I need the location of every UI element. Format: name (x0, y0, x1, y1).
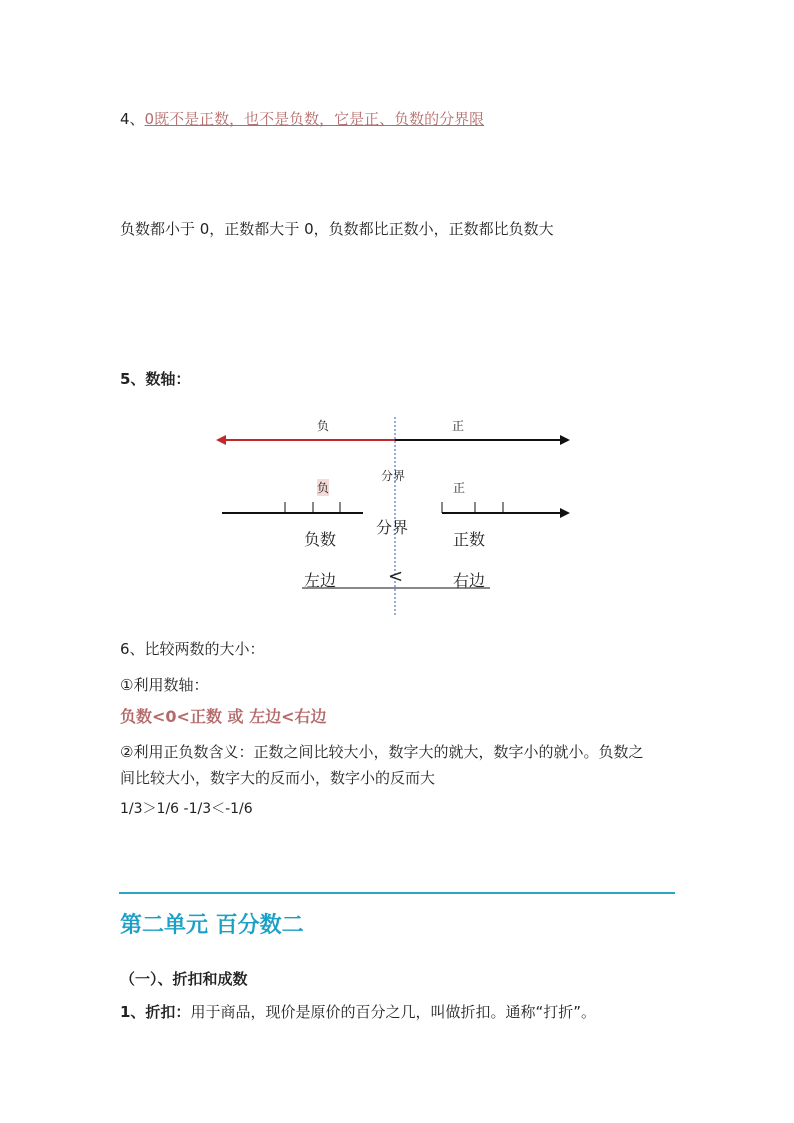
positive-word: 正数 (453, 530, 486, 549)
item1-label: 1、折扣： (120, 1003, 191, 1021)
unit2-item1 (120, 1001, 596, 1022)
item4-line (120, 108, 484, 129)
number-line-svg (200, 405, 600, 620)
item4-prefix: 4、 (120, 110, 145, 128)
item5-label: 5、数轴： (120, 370, 191, 388)
unit2-subheading: （一）、折扣和成数 (120, 970, 248, 988)
top-pos-label: 正 (452, 419, 465, 433)
bottom-neg-small: 负 (317, 481, 330, 495)
comparison-examples: 1/3＞1/6 -1/3＜-1/6 (120, 801, 253, 817)
section-divider (119, 892, 675, 894)
negative-word: 负数 (304, 530, 337, 549)
item1-text: 用于商品，现价是原价的百分之几，叫做折扣。通称“打折”。 (190, 1003, 596, 1021)
less-than-sign: < (388, 566, 404, 587)
method2-line1: ②利用正负数含义：正数之间比较大小，数字大的就大，数字小的就小。负数之 (120, 743, 644, 761)
method1: ①利用数轴： (120, 676, 209, 694)
method2-line2: 间比较大小，数字大的反而小，数字小的反而大 (120, 769, 436, 787)
right-arrowhead (560, 435, 570, 445)
compare-rule: 负数<0<正数 或 左边<右边 (120, 707, 327, 726)
left-word: 左边 (304, 571, 337, 590)
item6-label: 6、比较两数的大小： (120, 640, 265, 658)
top-divider-label: 分界 (381, 469, 406, 483)
compare-sentence: 负数都小于 0，正数都大于 0，负数都比正数小，正数都比负数大 (120, 220, 554, 238)
right-word: 右边 (453, 571, 486, 590)
bottom-pos-small: 正 (453, 481, 466, 495)
unit2-title: 第二单元 百分数二 (120, 913, 304, 938)
item4-text: 0既不是正数，也不是负数，它是正、负数的分界限 (144, 110, 485, 128)
number-line-diagram (200, 405, 600, 620)
left-arrowhead (216, 435, 226, 445)
top-neg-label: 负 (317, 419, 330, 433)
bottom-right-arrowhead (560, 508, 570, 518)
divider-word: 分界 (376, 518, 409, 537)
